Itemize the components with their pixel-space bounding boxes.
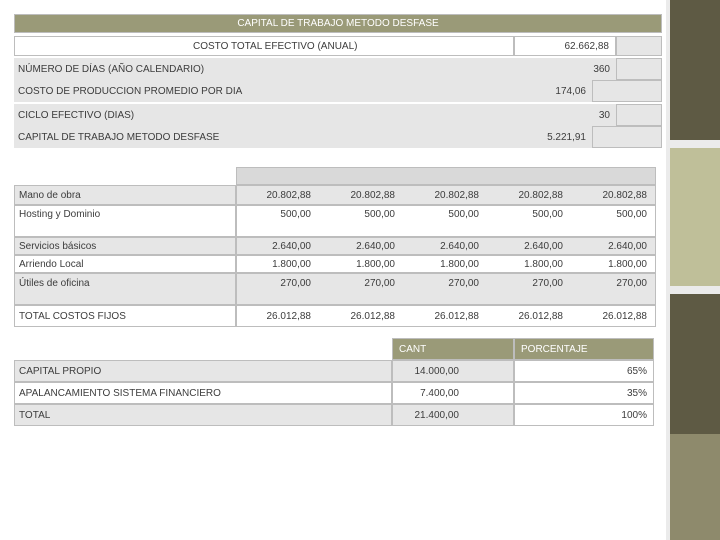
cost-value: 20.802,88 — [350, 189, 395, 201]
table-row — [236, 273, 656, 305]
label-text: COSTO TOTAL EFECTIVO (ANUAL) — [193, 40, 358, 52]
costs-header-bar — [236, 167, 656, 185]
row-label: Mano de obra — [19, 189, 81, 201]
cost-value: 20.802,88 — [266, 189, 311, 201]
decorative-strip-gap — [670, 286, 720, 294]
pct-cell — [514, 404, 654, 426]
cost-value: 500,00 — [280, 209, 311, 220]
cost-value: 1.800,00 — [608, 258, 647, 270]
value-numero-dias — [516, 58, 616, 80]
financing-label-cell — [14, 382, 392, 404]
decorative-strip-dark — [670, 294, 720, 434]
value-costo-total — [514, 36, 616, 56]
cost-value: 2.640,00 — [356, 240, 395, 252]
empty-cell — [616, 104, 662, 126]
costs-label-cell — [14, 255, 236, 273]
cost-value: 1.800,00 — [524, 258, 563, 270]
cost-value: 26.012,88 — [350, 310, 395, 322]
cost-value: 270,00 — [616, 278, 647, 289]
pct-value: 100% — [621, 409, 647, 421]
cost-value: 2.640,00 — [272, 240, 311, 252]
header-cant — [392, 338, 514, 360]
decorative-strip-light — [670, 148, 720, 286]
cost-value: 26.012,88 — [518, 310, 563, 322]
value-text: 174,06 — [555, 85, 586, 97]
label-capital-trabajo — [14, 126, 514, 148]
table-row — [236, 205, 656, 237]
pct-cell — [514, 382, 654, 404]
value-costo-produccion — [514, 80, 592, 102]
decorative-strip-gap — [670, 140, 720, 148]
title-bar — [14, 14, 662, 33]
pct-cell — [514, 360, 654, 382]
row-label: TOTAL COSTOS FIJOS — [19, 310, 126, 322]
pct-value: 65% — [626, 365, 647, 377]
cost-value: 26.012,88 — [434, 310, 479, 322]
cost-value: 270,00 — [532, 278, 563, 289]
table-row — [236, 237, 656, 255]
header-label: CANT — [399, 343, 427, 355]
row-label: Útiles de oficina — [19, 278, 90, 289]
section-title: CAPITAL DE TRABAJO METODO DESFASE — [237, 18, 439, 29]
cost-value: 2.640,00 — [524, 240, 563, 252]
row-label: Servicios básicos — [19, 240, 97, 252]
cost-value: 2.640,00 — [440, 240, 479, 252]
value-text: 30 — [598, 109, 610, 121]
value-capital-trabajo — [514, 126, 592, 148]
cost-value: 270,00 — [448, 278, 479, 289]
empty-cell — [592, 80, 662, 102]
table-row — [236, 305, 656, 327]
row-label: Arriendo Local — [19, 258, 84, 270]
cost-value: 1.800,00 — [272, 258, 311, 270]
label-text: NÚMERO DE DÍAS (AÑO CALENDARIO) — [18, 63, 205, 75]
value-text: 5.221,91 — [547, 131, 586, 143]
costs-label-cell — [14, 237, 236, 255]
cost-value: 500,00 — [448, 209, 479, 220]
header-porcentaje — [514, 338, 654, 360]
cost-value: 500,00 — [616, 209, 647, 220]
row-label: APALANCAMIENTO SISTEMA FINANCIERO — [19, 387, 221, 399]
row-label: CAPITAL PROPIO — [19, 365, 102, 377]
cost-value: 1.800,00 — [356, 258, 395, 270]
cost-value: 270,00 — [280, 278, 311, 289]
cost-value: 26.012,88 — [602, 310, 647, 322]
costs-label-cell — [14, 273, 236, 305]
row-label: TOTAL — [19, 409, 51, 421]
label-text: CAPITAL DE TRABAJO METODO DESFASE — [18, 131, 220, 143]
financing-label-cell — [14, 360, 392, 382]
cant-cell — [392, 360, 514, 382]
cost-value: 500,00 — [364, 209, 395, 220]
cost-value: 500,00 — [532, 209, 563, 220]
financing-label-cell — [14, 404, 392, 426]
value-text: 360 — [593, 63, 610, 75]
cant-value: 21.400,00 — [414, 409, 459, 421]
cost-value: 270,00 — [364, 278, 395, 289]
empty-cell — [616, 58, 662, 80]
cant-cell — [392, 404, 514, 426]
costs-label-cell — [14, 185, 236, 205]
cost-value: 20.802,88 — [434, 189, 479, 201]
pct-value: 35% — [626, 387, 647, 399]
decorative-strip-mid — [670, 434, 720, 540]
costs-label-cell — [14, 205, 236, 237]
cost-value: 20.802,88 — [518, 189, 563, 201]
cost-value: 26.012,88 — [266, 310, 311, 322]
cost-value: 1.800,00 — [440, 258, 479, 270]
costs-label-cell — [14, 305, 236, 327]
header-label: PORCENTAJE — [521, 343, 588, 355]
value-ciclo-efectivo — [514, 104, 616, 126]
empty-cell — [592, 126, 662, 148]
label-text: CICLO EFECTIVO (DIAS) — [18, 109, 135, 121]
label-costo-total — [14, 36, 514, 56]
cant-value: 14.000,00 — [414, 365, 459, 377]
table-row — [236, 255, 656, 273]
empty-cell — [616, 36, 662, 56]
label-ciclo-efectivo — [14, 104, 514, 126]
decorative-strip-dark — [670, 0, 720, 140]
cost-value: 20.802,88 — [602, 189, 647, 201]
table-row — [236, 185, 656, 205]
label-costo-produccion — [14, 80, 514, 102]
cant-value: 7.400,00 — [420, 387, 459, 399]
row-label: Hosting y Dominio — [19, 209, 101, 220]
value-text: 62.662,88 — [564, 40, 609, 52]
cant-cell — [392, 382, 514, 404]
cost-value: 2.640,00 — [608, 240, 647, 252]
label-text: COSTO DE PRODUCCION PROMEDIO POR DIA — [18, 85, 243, 97]
